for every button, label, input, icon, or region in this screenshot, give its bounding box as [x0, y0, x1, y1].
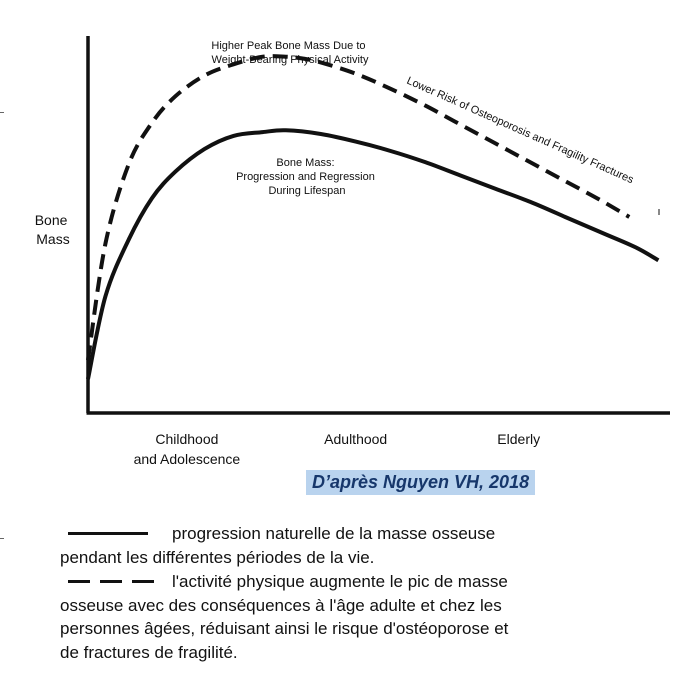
x-tick-label-1-line-2: and Adolescence	[133, 451, 241, 467]
tick-label-layer	[134, 431, 541, 467]
series-layer	[88, 56, 658, 379]
y-axis-label-line-1: Bone	[34, 212, 68, 228]
x-tick-label-2	[324, 431, 387, 447]
x-tick-label-2-line-1: Adulthood	[324, 431, 388, 447]
y-axis-label	[35, 212, 72, 247]
annotation-bone-mass-line-1: Bone Mass:	[276, 157, 335, 169]
annotation-higher-peak-line-2: Weight-Bearing Physical Activity	[211, 54, 369, 66]
legend	[60, 522, 660, 664]
x-tick-label-1	[134, 431, 241, 467]
x-tick-label-1-line-1: Childhood	[155, 431, 219, 447]
annotation-bone-mass-line-2: Progression and Regression	[236, 171, 375, 183]
legend-dashed-text-4: de fractures de fragilité.	[60, 642, 238, 662]
annotation-higher-peak-line-1: Higher Peak Bone Mass Due to	[211, 40, 366, 52]
left-edge-mark-top	[0, 112, 4, 113]
legend-dashed-text-3: personnes âgées, réduisant ainsi le risque d'ostéoporose et	[60, 619, 509, 639]
annotation-higher-peak	[211, 40, 369, 66]
legend-dashed-text-1: l'activité physique augmente le pic de masse	[172, 571, 508, 591]
x-tick-label-3	[497, 431, 540, 447]
legend-solid-swatch	[60, 523, 172, 546]
x-tick-label-3-line-1: Elderly	[497, 431, 541, 447]
series-line-solid	[88, 130, 658, 379]
y-axis-label-line-2: Mass	[36, 231, 70, 247]
left-edge-mark-bottom	[0, 538, 4, 539]
legend-dashed-text-2: osseuse avec des conséquences à l'âge adulte et chez les	[60, 595, 502, 615]
legend-dashed-swatch	[60, 571, 172, 594]
legend-solid-text-1: progression naturelle de la masse osseuse	[172, 524, 496, 543]
annotation-lower-risk: Lower Risk of Osteoporosis and Fragility Fractures	[404, 74, 636, 187]
legend-dashed-entry	[60, 570, 660, 665]
legend-solid-entry	[60, 522, 660, 570]
source-citation: D’après Nguyen VH, 2018	[306, 470, 535, 495]
annotation-bone-mass-line-3: During Lifespan	[268, 185, 346, 197]
legend-solid-text-2: pendant les différentes périodes de la vie.	[60, 548, 375, 568]
annotation-bone-mass	[236, 157, 378, 197]
